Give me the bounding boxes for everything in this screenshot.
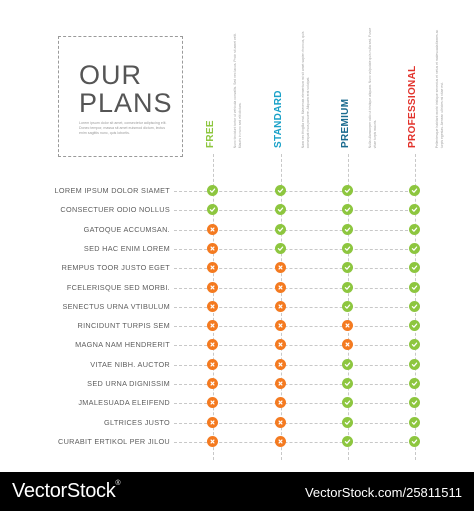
table-row — [0, 240, 474, 258]
feature-label: CONSECTUER ODIO NOLLUS — [60, 205, 170, 215]
plan-name: PREMIUM — [340, 98, 351, 148]
cross-icon — [275, 417, 286, 428]
check-icon — [409, 243, 420, 254]
watermark-footer — [0, 472, 474, 511]
check-icon — [275, 185, 286, 196]
plan-header-professional — [408, 24, 444, 148]
feature-label: SED URNA DIGNISSIM — [87, 379, 170, 388]
table-row — [0, 221, 474, 239]
page-title-line-1: OUR — [79, 60, 142, 90]
check-icon — [342, 243, 353, 254]
check-icon — [409, 378, 420, 389]
cross-icon — [275, 339, 286, 350]
page-title-line-2: PLANS — [79, 88, 173, 118]
feature-label: FCELERISQUE SED MORBI. — [66, 282, 170, 292]
table-row — [0, 433, 474, 451]
cross-icon — [342, 320, 353, 331]
cross-icon — [275, 397, 286, 408]
cross-icon — [275, 262, 286, 273]
check-icon — [409, 282, 420, 293]
title-description: Lorem ipsum dolor sit amet, consectetur adipiscing elit. Donec tempor, massa sit amet euismod dictum, lectus enim sagittis nunc, quis lobortis. — [79, 121, 167, 135]
check-icon — [342, 397, 353, 408]
feature-label: JMALESUADA ELEIFEND — [78, 398, 170, 408]
check-icon — [409, 185, 420, 196]
check-icon — [342, 359, 353, 370]
cross-icon — [275, 301, 286, 312]
plan-name: STANDARD — [273, 90, 284, 148]
table-row — [0, 317, 474, 335]
cross-icon — [342, 339, 353, 350]
cross-icon — [207, 320, 218, 331]
cross-icon — [207, 262, 218, 273]
cross-icon — [275, 359, 286, 370]
cross-icon — [207, 359, 218, 370]
table-row — [0, 356, 474, 374]
table-row — [0, 279, 474, 297]
check-icon — [275, 204, 286, 215]
table-row — [0, 375, 474, 393]
title-box — [58, 36, 183, 157]
table-row — [0, 182, 474, 200]
cross-icon — [275, 282, 286, 293]
check-icon — [207, 204, 218, 215]
table-row — [0, 298, 474, 316]
feature-label: GATOQUE ACCUMSAN. — [83, 224, 170, 234]
cross-icon — [207, 282, 218, 293]
check-icon — [342, 301, 353, 312]
check-icon — [342, 204, 353, 215]
plan-name: FREE — [205, 120, 216, 148]
check-icon — [409, 359, 420, 370]
feature-label: SED HAC ENIM LOREM — [83, 243, 170, 253]
table-row — [0, 414, 474, 432]
plan-description: Nulla ullamcorper odio ut tristique aliquam. Nunc vulputate quis nulla sed. Fusce vitae turpis mauris. — [367, 27, 377, 148]
feature-label: CURABIT ERTIKOL PER JILOU — [58, 436, 170, 446]
check-icon — [342, 378, 353, 389]
plan-name: PROFESSIONAL — [407, 65, 418, 148]
plan-description: Nam nec fringilla erat. Maecenas elementum mi sit amet sapien rhoncus, quis consequat risus posuere. Aliquam erat volutpat. — [300, 31, 310, 148]
feature-label: MAGNA NAM HENDRERIT — [75, 340, 170, 350]
check-icon — [409, 436, 420, 447]
cross-icon — [207, 397, 218, 408]
check-icon — [409, 397, 420, 408]
feature-label: GLTRICES JUSTO — [104, 417, 170, 427]
check-icon — [207, 185, 218, 196]
table-row — [0, 336, 474, 354]
cross-icon — [207, 243, 218, 254]
check-icon — [342, 417, 353, 428]
table-row — [0, 201, 474, 219]
plan-header-premium — [341, 24, 377, 148]
table-row — [0, 394, 474, 412]
check-icon — [275, 224, 286, 235]
check-icon — [342, 282, 353, 293]
cross-icon — [207, 378, 218, 389]
check-icon — [342, 185, 353, 196]
cross-icon — [207, 339, 218, 350]
check-icon — [409, 301, 420, 312]
table-row — [0, 259, 474, 277]
check-icon — [342, 262, 353, 273]
feature-label: LOREM IPSUM DOLOR SIAMET — [54, 186, 170, 195]
cross-icon — [207, 224, 218, 235]
feature-label: REMPUS TOOR JUSTO EGET — [61, 263, 170, 273]
cross-icon — [207, 417, 218, 428]
check-icon — [342, 224, 353, 235]
cross-icon — [207, 436, 218, 447]
cross-icon — [275, 436, 286, 447]
check-icon — [409, 320, 420, 331]
check-icon — [342, 436, 353, 447]
feature-label: VITAE NIBH. AUCTOR — [90, 359, 170, 369]
feature-label: SENECTUS URNA VTIBULUM — [62, 301, 170, 311]
plan-description: Pellentesque habitant morbi tristique senectus et netus et malesuada fames ac turpis egestas. Aenean ultricies mi vitae est. — [434, 29, 444, 148]
check-icon — [409, 262, 420, 273]
plan-header-free — [206, 24, 242, 148]
check-icon — [409, 417, 420, 428]
plan-description: Nunc tincidunt tortor ut vehicula convallis. Sed nec lacus. Proin sit amet velit. Mauris in nunc sed elit dictum. — [232, 32, 242, 148]
cross-icon — [207, 301, 218, 312]
plan-header-standard — [274, 24, 310, 148]
image-id: VectorStock.com/25811511 — [304, 485, 462, 500]
check-icon — [409, 204, 420, 215]
check-icon — [409, 339, 420, 350]
cross-icon — [275, 320, 286, 331]
cross-icon — [275, 378, 286, 389]
feature-label: RINCIDUNT TURPIS SEM — [77, 321, 170, 331]
vectorstock-logo: VectorStock® — [12, 480, 121, 502]
check-icon — [275, 243, 286, 254]
check-icon — [409, 224, 420, 235]
